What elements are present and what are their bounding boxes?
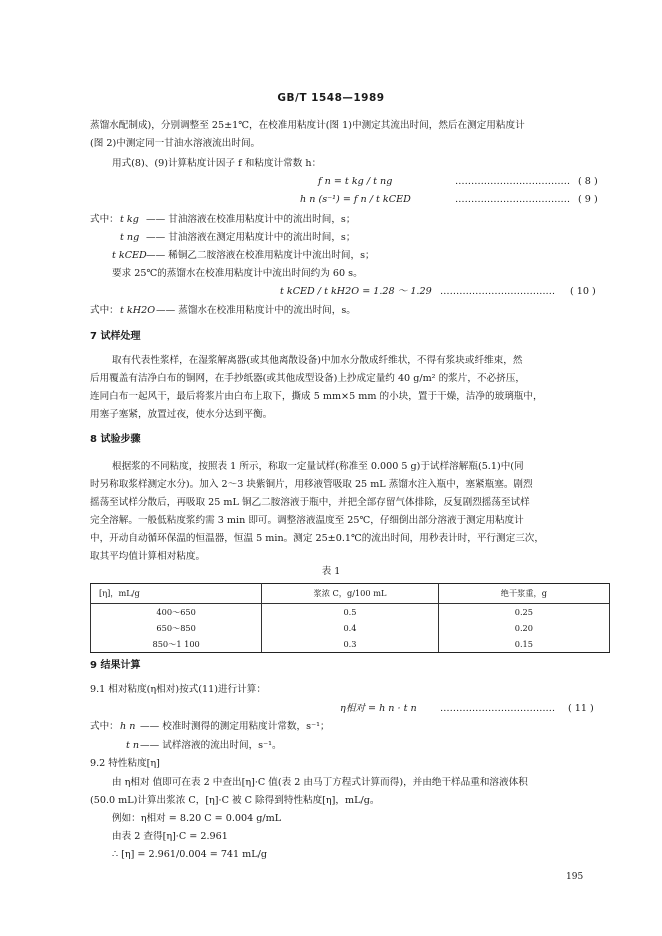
table-cell: 0.4 (262, 620, 438, 636)
intro-line-3-end: ： (311, 158, 322, 169)
section-8-line-3: 摇荡至试样分散后，再吸取 25 mL 铜乙二胺溶液于瓶中，并把全部存留气体排除，反复剧烈摇荡至试样 (90, 497, 530, 508)
equation-11-number: ( 11 ) (568, 703, 594, 714)
equation-10-leader: ……………………………… (440, 286, 556, 297)
equation-11-leader: ……………………………… (440, 703, 556, 714)
table-row (91, 620, 610, 636)
table-cell: 0.20 (438, 620, 609, 636)
section-9-2-result: ∴ [η] = 2.961/0.004 = 741 mL/g (112, 849, 268, 860)
table-cell: 0.15 (438, 636, 609, 653)
intro-line-3-tail: 和粘度计常数 h (241, 158, 312, 169)
section-7-title: 7 试样处理 (90, 331, 141, 342)
section-7-line-4: 用塞子塞紧，放置过夜，使水分达到平衡。 (90, 409, 273, 420)
section-8-title: 8 试验步骤 (90, 434, 141, 445)
intro-line-3 (112, 158, 321, 170)
section-9-title: 9 结果计算 (90, 660, 141, 671)
section-8-line-5: 中，开动自动循环保温的恒温器，恒温 5 min。测定 25±0.1℃的流出时间，用秒表计时，平行测定三次， (90, 533, 544, 544)
table-1-title: 表 1 (321, 566, 341, 577)
equation-11: η相对 = h n · t n (340, 703, 417, 714)
where-desc-tkced: —— 稀铜乙二胺溶液在校准用粘度计中流出时间，s； (146, 250, 375, 261)
where-desc-th2o: —— 蒸馏水在校准用粘度计中的流出时间，s。 (156, 305, 356, 316)
section-9-2-lookup: 由表 2 查得[η]·C = 2.961 (112, 831, 228, 842)
where-desc-tn: —— 试样溶液的流出时间，s⁻¹。 (140, 740, 282, 751)
intro-line-2: (图 2)中测定同一甘油水溶液流出时间。 (90, 138, 261, 149)
intro-line-1: 蒸馏水配制成)，分别调整至 25±1℃，在校准用粘度计(图 1)中测定其流出时间，然后在测定用粘度计 (90, 120, 525, 131)
table-row (91, 636, 610, 653)
where-intro-1: 式中： (90, 214, 119, 225)
section-9-2-title: 9.2 特性粘度[η] (90, 758, 160, 769)
where-desc-tng: —— 甘油溶液在测定用粘度计中的流出时间，s； (146, 232, 356, 243)
section-7-line-1: 取有代表性浆样，在湿浆解离器(或其他离散设备)中加水分散成纤维状，不得有浆块或纤维束，然 (112, 355, 523, 366)
section-8-line-1: 根据浆的不同粘度，按照表 1 所示，称取一定量试样(称准至 0.000 5 g)于试样溶解瓶(5.1)中(同 (112, 461, 524, 472)
table-cell: 0.3 (262, 636, 438, 653)
where-sym-tn: t n (126, 740, 140, 751)
table-cell: 0.5 (262, 604, 438, 621)
where-sym-tkced: t kCED (112, 250, 147, 261)
section-9-2-line-2: (50.0 mL)计算出浆浓 C，[η]·C 被 C 除得到特性粘度[η]，mL/g。 (90, 795, 380, 806)
equation-10: t kCED / t kH2O = 1.28 ～ 1.29 (280, 286, 432, 297)
where-intro-2: 式中： (90, 305, 119, 316)
table-header-intrinsic-viscosity: [η]，mL/g (91, 584, 262, 604)
equation-9-number: ( 9 ) (578, 194, 598, 205)
page-header: GB/T 1548—1989 (277, 92, 385, 104)
intro-line-3-text: 用式(8)、(9)计算粘度计因子 f (112, 158, 242, 169)
where-sym-th2o: t kH2O (120, 305, 156, 316)
where-intro-3: 式中： (90, 721, 119, 732)
section-7-line-2: 后用覆盖有洁净白布的铜网，在手抄纸器(或其他成型设备)上抄成定量约 40 g/m² 的浆片，不必挤压， (90, 373, 525, 384)
where-desc-hn: —— 校准时测得的测定用粘度计常数，s⁻¹； (140, 721, 330, 732)
table-cell: 650～850 (91, 620, 262, 636)
water-requirement: 要求 25℃的蒸馏水在校准用粘度计中流出时间约为 60 s。 (112, 268, 363, 279)
equation-8-leader: ……………………………… (455, 176, 571, 187)
page-number: 195 (566, 872, 584, 882)
section-7-line-3: 连同白布一起风干，最后将浆片由白布上取下，撕成 5 mm×5 mm 的小块，置于干燥，洁净的玻璃瓶中， (90, 391, 543, 402)
section-9-2-example: 例如：η相对 = 8.20 C = 0.004 g/mL (112, 813, 282, 824)
table-1 (90, 583, 610, 653)
equation-8: f n = t kg / t ng (318, 176, 393, 187)
table-header-dry-weight: 绝干浆重，g (438, 584, 609, 604)
table-header-concentration: 浆浓 C，g/100 mL (262, 584, 438, 604)
where-sym-tng: t ng (120, 232, 140, 243)
table-row (91, 604, 610, 621)
section-9-2-line-1: 由 η相对 值即可在表 2 中查出[η]·C 值(表 2 由马丁方程式计算而得)，并由绝干样品重和溶液体积 (112, 777, 528, 788)
equation-9: h n (s⁻¹) = f n / t kCED (300, 194, 411, 205)
equation-10-number: ( 10 ) (570, 286, 596, 297)
table-cell: 850～1 100 (91, 636, 262, 653)
table-cell: 400～650 (91, 604, 262, 621)
equation-9-leader: ……………………………… (455, 194, 571, 205)
equation-8-number: ( 8 ) (578, 176, 598, 187)
section-8-line-6: 取其平均值计算相对粘度。 (90, 551, 206, 562)
where-sym-tkg: t kg (120, 214, 139, 225)
section-8-line-2: 时另称取浆样测定水分)。加入 2～3 块紫铜片，用移液管吸取 25 mL 蒸馏水注入瓶中，塞紧瓶塞。剧烈 (90, 479, 533, 490)
where-desc-tkg: —— 甘油溶液在校准用粘度计中的流出时间，s； (146, 214, 356, 225)
section-8-line-4: 完全溶解。一般低粘度浆约需 3 min 即可。调整溶液温度至 25℃，仔细倒出部分溶液于测定用粘度计 (90, 515, 524, 526)
where-sym-hn: h n (120, 721, 136, 732)
table-cell: 0.25 (438, 604, 609, 621)
section-9-1-title: 9.1 相对粘度(η相对)按式(11)进行计算： (90, 684, 266, 695)
